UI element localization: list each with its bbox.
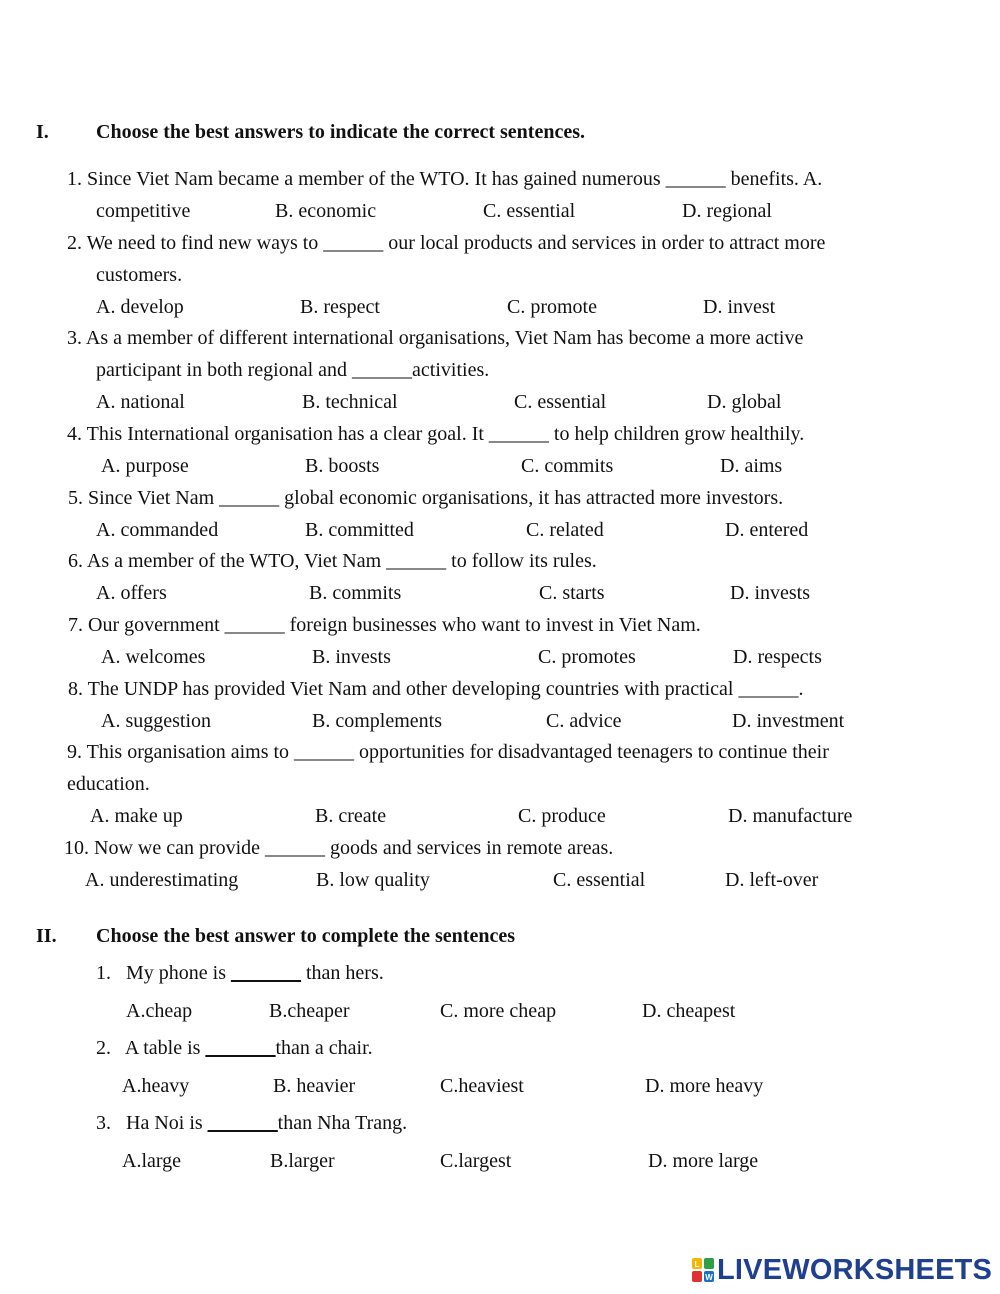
section-2-title: Choose the best answer to complete the sentences [96,925,516,947]
question-4-option-a: A. purpose [101,455,189,477]
question-9-text: 9. This organisation aims to ______ opportunities for disadvantaged teenagers to continue their [67,741,829,763]
s2-question-2-option-d: D. more heavy [645,1075,764,1097]
s2-question-3-text [96,1111,407,1135]
question-3-text: 3. As a member of different international organisations, Viet Nam has become a more active [67,327,804,349]
question-7-option-b: B. invests [312,646,391,668]
question-1-option-b: B. economic [275,200,377,222]
question-1-option-d: D. regional [682,200,772,222]
s2-question-3-number: 3. [96,1112,111,1134]
s2-question-2-text [96,1036,373,1060]
s2-question-3-option-a: A.large [122,1150,182,1172]
question-9-option-d: D. manufacture [728,805,853,827]
question-5-text: 5. Since Viet Nam ______ global economic organisations, it has attracted more investors. [68,487,784,509]
question-4-text: 4. This International organisation has a clear goal. It ______ to help children grow healthily. [67,423,805,445]
question-5-option-b: B. committed [305,519,414,541]
question-8-option-a: A. suggestion [101,710,211,732]
logo-square-green [704,1258,714,1269]
question-8-option-d: D. investment [732,710,845,732]
question-2-option-d: D. invest [703,296,776,318]
question-3-option-a: A. national [96,391,185,413]
question-4-option-d: D. aims [720,455,783,477]
question-2-text-cont: customers. [96,264,183,286]
question-1-text: 1. Since Viet Nam became a member of the WTO. It has gained numerous ______ benefits. A. [67,168,823,190]
question-3-option-d: D. global [707,391,782,413]
question-8-text: 8. The UNDP has provided Viet Nam and other developing countries with practical ______. [68,678,804,700]
s2-question-2-option-b: B. heavier [273,1075,356,1097]
question-2-option-c: C. promote [507,296,597,318]
liveworksheets-logo-text: LIVEWORKSHEETS [717,1254,993,1286]
question-2-option-a: A. develop [96,296,184,318]
question-10-option-b: B. low quality [316,869,430,891]
s2-question-2-blank: _______ [205,1037,276,1059]
question-6-option-a: A. offers [96,582,167,604]
question-1-option-c: C. essential [483,200,576,222]
question-10-option-d: D. left-over [725,869,819,891]
s2-question-3-option-b: B.larger [270,1150,335,1172]
logo-letter-w: W [705,1273,713,1282]
s2-question-1-number: 1. [96,962,111,984]
s2-question-3-before: Ha Noi is [126,1112,208,1134]
question-8-option-b: B. complements [312,710,442,732]
question-6-text: 6. As a member of the WTO, Viet Nam ______ to follow its rules. [68,550,597,572]
s2-question-1-after: than hers. [301,962,384,984]
question-7-text: 7. Our government ______ foreign businesses who want to invest in Viet Nam. [68,614,701,636]
logo-square-red [692,1271,702,1282]
question-6-option-d: D. invests [730,582,810,604]
section-1-title: Choose the best answers to indicate the correct sentences. [96,121,585,143]
s2-question-3-option-c: C.largest [440,1150,512,1172]
s2-question-3-after: than Nha Trang. [277,1112,408,1134]
section-2-numeral: II. [36,925,57,947]
question-5-option-c: C. related [526,519,604,541]
question-9-option-a: A. make up [90,805,183,827]
question-2-option-b: B. respect [300,296,380,318]
liveworksheets-logo [692,1254,992,1286]
logo-letter-l: L [694,1260,700,1269]
s2-question-1-before: My phone is [126,962,231,984]
question-4-option-c: C. commits [521,455,614,477]
s2-question-2-before: A table is [124,1037,206,1059]
question-3-option-b: B. technical [302,391,398,413]
question-8-option-c: C. advice [546,710,622,732]
question-5-option-d: D. entered [725,519,809,541]
s2-question-2-option-a: A.heavy [122,1075,190,1097]
question-6-option-b: B. commits [309,582,402,604]
section-1-numeral: I. [36,121,49,143]
s2-question-1-text [96,961,384,985]
question-3-option-c: C. essential [514,391,607,413]
question-9-option-c: C. produce [518,805,606,827]
question-10-text: 10. Now we can provide ______ goods and services in remote areas. [64,837,614,859]
s2-question-2-number: 2. [96,1037,111,1059]
s2-question-1-option-d: D. cheapest [642,1000,736,1022]
question-7-option-d: D. respects [733,646,822,668]
s2-question-1-option-b: B.cheaper [269,1000,350,1022]
s2-question-1-option-c: C. more cheap [440,1000,557,1022]
question-1-option-a: competitive [96,200,191,222]
s2-question-1-option-a: A.cheap [126,1000,193,1022]
question-7-option-a: A. welcomes [101,646,206,668]
question-10-option-a: A. underestimating [85,869,239,891]
question-7-option-c: C. promotes [538,646,636,668]
question-9-text-cont: education. [67,773,150,795]
s2-question-2-option-c: C.heaviest [440,1075,524,1097]
question-5-option-a: A. commanded [96,519,219,541]
question-6-option-c: C. starts [539,582,605,604]
s2-question-2-after: than a chair. [275,1037,373,1059]
question-2-text: 2. We need to find new ways to ______ our local products and services in order to attract more [67,232,826,254]
s2-question-3-blank: _______ [207,1112,278,1134]
liveworksheets-logo-icon [692,1258,714,1282]
question-10-option-c: C. essential [553,869,646,891]
question-4-option-b: B. boosts [305,455,380,477]
s2-question-1-blank: _______ [231,962,301,984]
question-3-text-cont: participant in both regional and ______activities. [96,359,490,381]
question-9-option-b: B. create [315,805,387,827]
s2-question-3-option-d: D. more large [648,1150,759,1172]
